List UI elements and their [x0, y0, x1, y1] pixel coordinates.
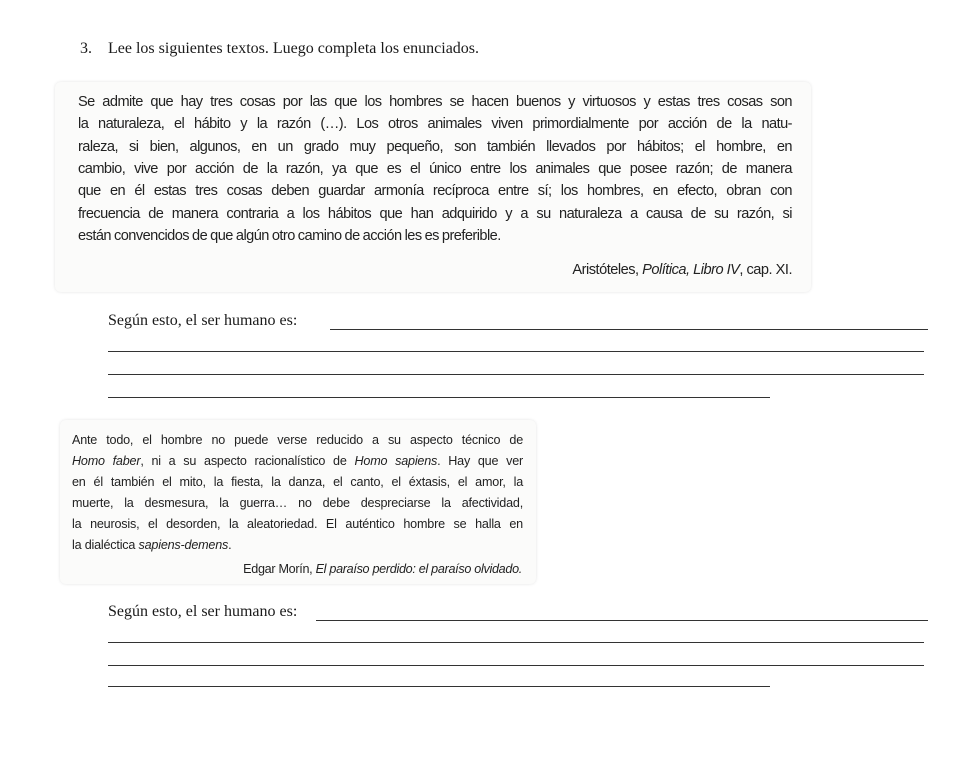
prompt-1: Según esto, el ser humano es: — [108, 312, 298, 329]
question-instruction: Lee los siguientes textos. Luego completa los enunciados. — [108, 40, 480, 57]
answer-line-1a[interactable] — [330, 329, 928, 330]
text1-line: cambio, vive por acción de la razón, ya que es el único entre los animales que posee razón; de manera — [78, 161, 792, 177]
text2-line: la dialéctica sapiens-demens. — [72, 538, 232, 552]
answer-line-2b[interactable] — [108, 642, 924, 643]
answer-line-2c[interactable] — [108, 665, 924, 666]
text1-line: están convencidos de que algún otro camino de acción les es preferible. — [78, 228, 501, 244]
citation-author: Edgar Morín, — [243, 562, 316, 576]
answer-line-2a[interactable] — [316, 620, 928, 621]
citation-author: Aristóteles, — [572, 262, 643, 278]
citation-work: Política, Libro IV — [642, 262, 740, 278]
answer-line-2d[interactable] — [108, 686, 770, 687]
answer-line-1d[interactable] — [108, 397, 770, 398]
text1-line: la naturaleza, el hábito y la razón (…). Los otros animales viven primordialmente por acción de la natu- — [78, 116, 792, 132]
text2-line: en él también el mito, la fiesta, la danza, el canto, el éxtasis, el amor, la — [72, 475, 523, 489]
answer-line-1b[interactable] — [108, 351, 924, 352]
text2-line: Ante todo, el hombre no puede verse reducido a su aspecto técnico de — [72, 433, 523, 447]
text2-line: Homo faber, ni a su aspecto racionalístico de Homo sapiens. Hay que ver — [72, 454, 523, 468]
text2-line: muerte, la desmesura, la guerra… no debe despreciarse la afectividad, — [72, 496, 523, 510]
text2-line: la neurosis, el desorden, la aleatoriedad. El auténtico hombre se halla en — [72, 517, 523, 531]
text1-line: frecuencia de manera contraria a los hábitos que han adquirido y a su naturaleza a causa de su razón, si — [78, 206, 792, 222]
text1-line: que en él estas tres cosas deben guardar armonía recíproca entre sí; los hombres, en efecto, obran con — [78, 183, 792, 199]
answer-line-1c[interactable] — [108, 374, 924, 375]
text2-citation — [243, 562, 522, 576]
question-number: 3. — [80, 40, 92, 57]
citation-tail: , cap. XI. — [739, 262, 792, 278]
citation-work: El paraíso perdido: el paraíso olvidado. — [315, 562, 522, 576]
prompt-2: Según esto, el ser humano es: — [108, 603, 298, 620]
text1-line: Se admite que hay tres cosas por las que los hombres se hacen buenos y virtuosos y estas tres cosas son — [78, 94, 792, 110]
text1-line: raleza, si bien, algunos, en un grado muy pequeño, son también llevados por hábitos; el hombre, en — [78, 139, 792, 155]
text1-citation — [572, 262, 792, 278]
